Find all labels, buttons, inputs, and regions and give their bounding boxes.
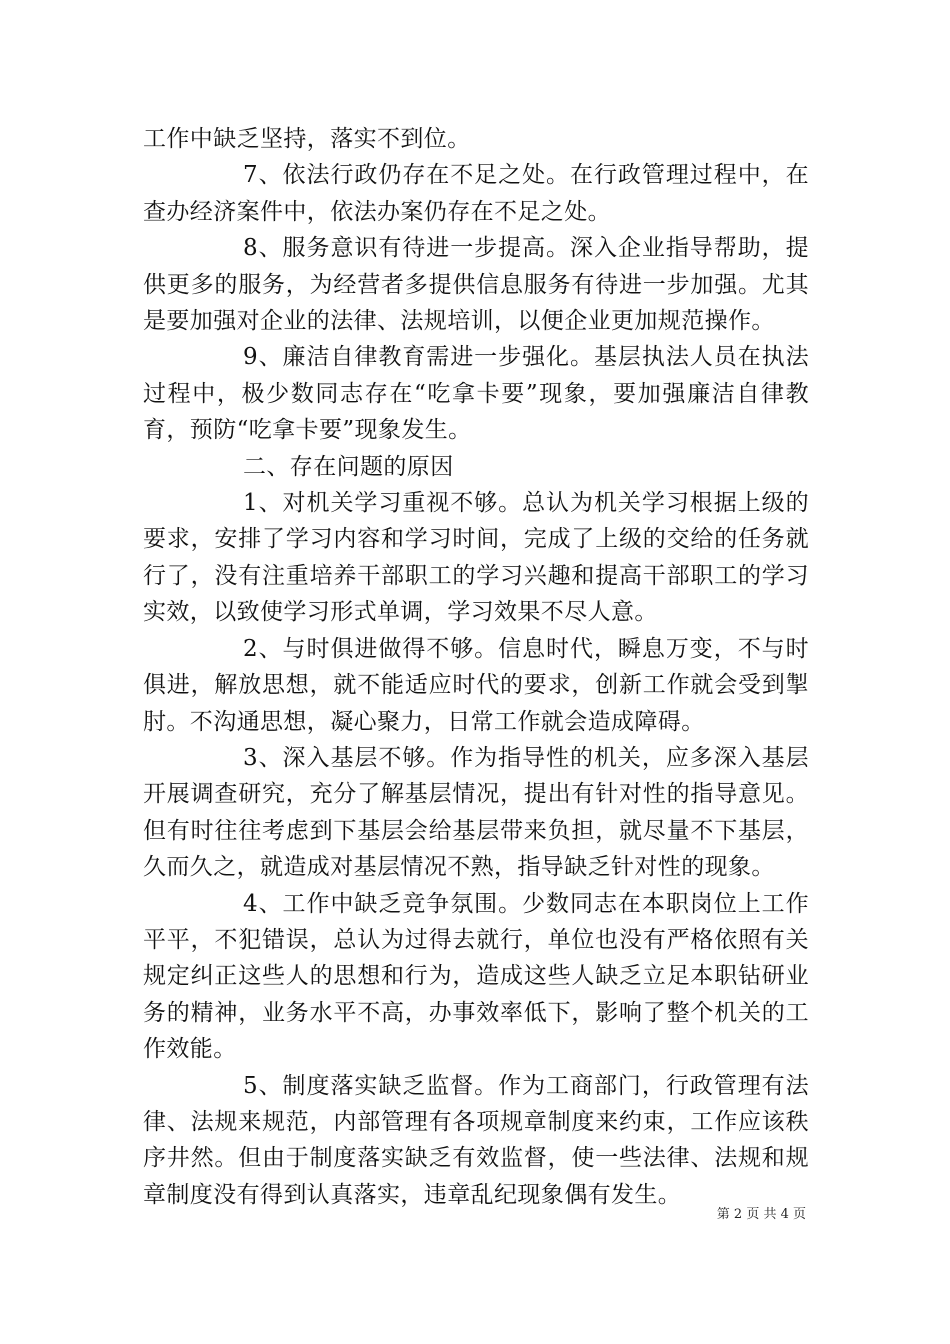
- paragraph: 工作中缺乏坚持，落实不到位。: [143, 126, 471, 152]
- paragraph: 7、依法行政仍存在不足之处。在行政管理过程中，在查办经济案件中，依法办案仍存在不足之处。: [143, 162, 809, 225]
- page-number-footer: 第 2 页 共 4 页: [716, 1207, 806, 1222]
- paragraph: 5、制度落实缺乏监督。作为工商部门，行政管理有法律、法规来规范，内部管理有各项规章制度来约束，工作应该秩序井然。但由于制度落实缺乏有效监督，使一些法律、法规和规章制度没有得到认真落实，违章乱纪现象偶有发生。: [143, 1072, 809, 1208]
- paragraph: 9、廉洁自律教育需进一步强化。基层执法人员在执法过程中，极少数同志存在“吃拿卡要”现象，要加强廉洁自律教育，预防“吃拿卡要”现象发生。: [143, 344, 809, 444]
- paragraph: 2、与时俱进做得不够。信息时代，瞬息万变，不与时俱进，解放思想，就不能适应时代的要求，创新工作就会受到掣肘。不沟通思想，凝心聚力，日常工作就会造成障碍。: [143, 635, 809, 735]
- section-heading: 二、存在问题的原因: [243, 453, 454, 480]
- paragraph: 1、对机关学习重视不够。总认为机关学习根据上级的要求，安排了学习内容和学习时间，完成了上级的交给的任务就行了，没有注重培养干部职工的学习兴趣和提高干部职工的学习实效，以致使学习形式单调，学习效果不尽人意。: [143, 490, 809, 626]
- paragraph: 4、工作中缺乏竞争氛围。少数同志在本职岗位上工作平平，不犯错误，总认为过得去就行，单位也没有严格依照有关规定纠正这些人的思想和行为，造成这些人缺乏立足本职钻研业务的精神，业务水平不高，办事效率低下，影响了整个机关的工作效能。: [143, 890, 809, 1063]
- document-body: [143, 121, 809, 1213]
- paragraph: 3、深入基层不够。作为指导性的机关，应多深入基层开展调查研究，充分了解基层情况，提出有针对性的指导意见。但有时往往考虑到下基层会给基层带来负担，就尽量不下基层，久而久之，就造成对基层情况不熟，指导缺乏针对性的现象。: [143, 744, 809, 881]
- paragraph: 8、服务意识有待进一步提高。深入企业指导帮助，提供更多的服务，为经营者多提供信息服务有待进一步加强。尤其是要加强对企业的法律、法规培训，以便企业更加规范操作。: [143, 235, 809, 335]
